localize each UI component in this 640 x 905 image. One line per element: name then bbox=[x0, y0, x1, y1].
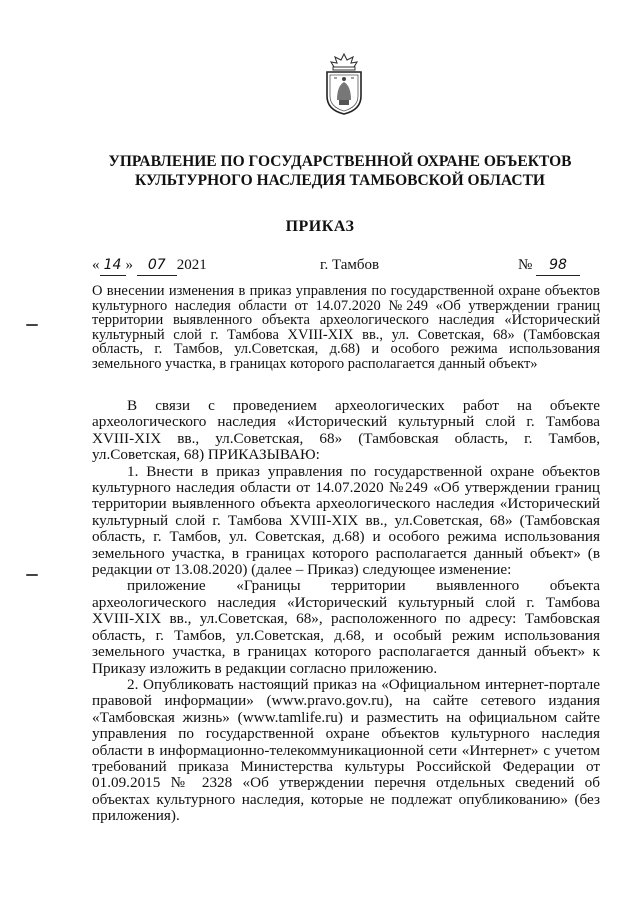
document-city: г. Тамбов bbox=[320, 257, 380, 273]
item-1-detail-paragraph: приложение «Границы территории выявленного объекта археологического наследия «Исторический культурный слой г. Тамбова XVIII-XIX вв., ул.Советская, 68», расположенного по адресу: Тамбовская область, г. Тамбов, ул.Советская, д.68, и особый режим использования земельного участка, в границах которого располагается данный объект» к Приказу изложить в редакции согласно приложению. bbox=[92, 577, 600, 677]
number-label: № bbox=[518, 257, 533, 273]
date-year: 2021 bbox=[176, 257, 207, 273]
item-1-paragraph: 1. Внести в приказ управления по государственной охране объектов культурного наследия области от 14.07.2020 №249 «Об утверждении границ территории выявленного объекта археологического наследия «Исторический культурный слой г. Тамбова XVIII-XIX вв., ул.Советская, 68» (Тамбовская область, г. Тамбов, ул. Советская, д.68) и особого режима использования земельного участка, в границах которого располагается данный объект» (в редакции от 13.08.2020) (далее – Приказ) следующее изменение: bbox=[92, 462, 600, 579]
document-date bbox=[92, 256, 207, 276]
coat-of-arms-icon bbox=[321, 52, 367, 116]
preamble-paragraph: В связи с проведением археологических работ на объекте археологического наследия «Исторический культурный слой г. Тамбова XVIII-XIX вв., ул.Советская, 68» (Тамбовская область, г. Тамбов, ул.Советская, 68) ПРИКАЗЫВАЮ: bbox=[92, 397, 600, 464]
date-month: 07 bbox=[137, 256, 177, 276]
date-day: 14 bbox=[100, 256, 126, 276]
margin-mark bbox=[26, 324, 38, 326]
document-body bbox=[92, 398, 600, 825]
document-subject: О внесении изменения в приказ управления по государственной охране объектов культурного наследия области от 14.07.2020 №249 «Об утверждении границ территории выявленного объекта археологического наследия «Исторический культурный слой г. Тамбова XVIII-XIX вв., ул. Советская, 68» (Тамбовская область, г. Тамбов, ул.Советская, д.68) и особого режима использования земельного участка, в границах которого располагается данный объект» bbox=[92, 283, 600, 372]
open-quote: « bbox=[92, 257, 100, 273]
margin-mark bbox=[26, 574, 38, 576]
document-type-heading: ПРИКАЗ bbox=[285, 218, 355, 235]
close-quote: » bbox=[125, 257, 133, 273]
item-2-paragraph: 2. Опубликовать настоящий приказ на «Официальном интернет-портале правовой информации» (www.pravo.gov.ru), на сайте сетевого издания «Тамбовская жизнь» (www.tamlife.ru) и разместить на официальном сайте управления по государственной охране объектов культурного наследия области в информационно-телекоммуникационной сети «Интернет» с учетом требований приказа Министерства культуры Российской Федерации от 01.09.2015 № 2328 «Об утверждении перечня отдельных сведений об объектах культурного наследия, которые не подлежат опубликованию» (без приложения). bbox=[92, 675, 600, 825]
number-value: 98 bbox=[536, 256, 580, 276]
document-number bbox=[518, 256, 580, 276]
organization-title: УПРАВЛЕНИЕ ПО ГОСУДАРСТВЕННОЙ ОХРАНЕ ОБЪЕКТОВ КУЛЬТУРНОГО НАСЛЕДИЯ ТАМБОВСКОЙ ОБЛАСТИ bbox=[108, 153, 572, 189]
